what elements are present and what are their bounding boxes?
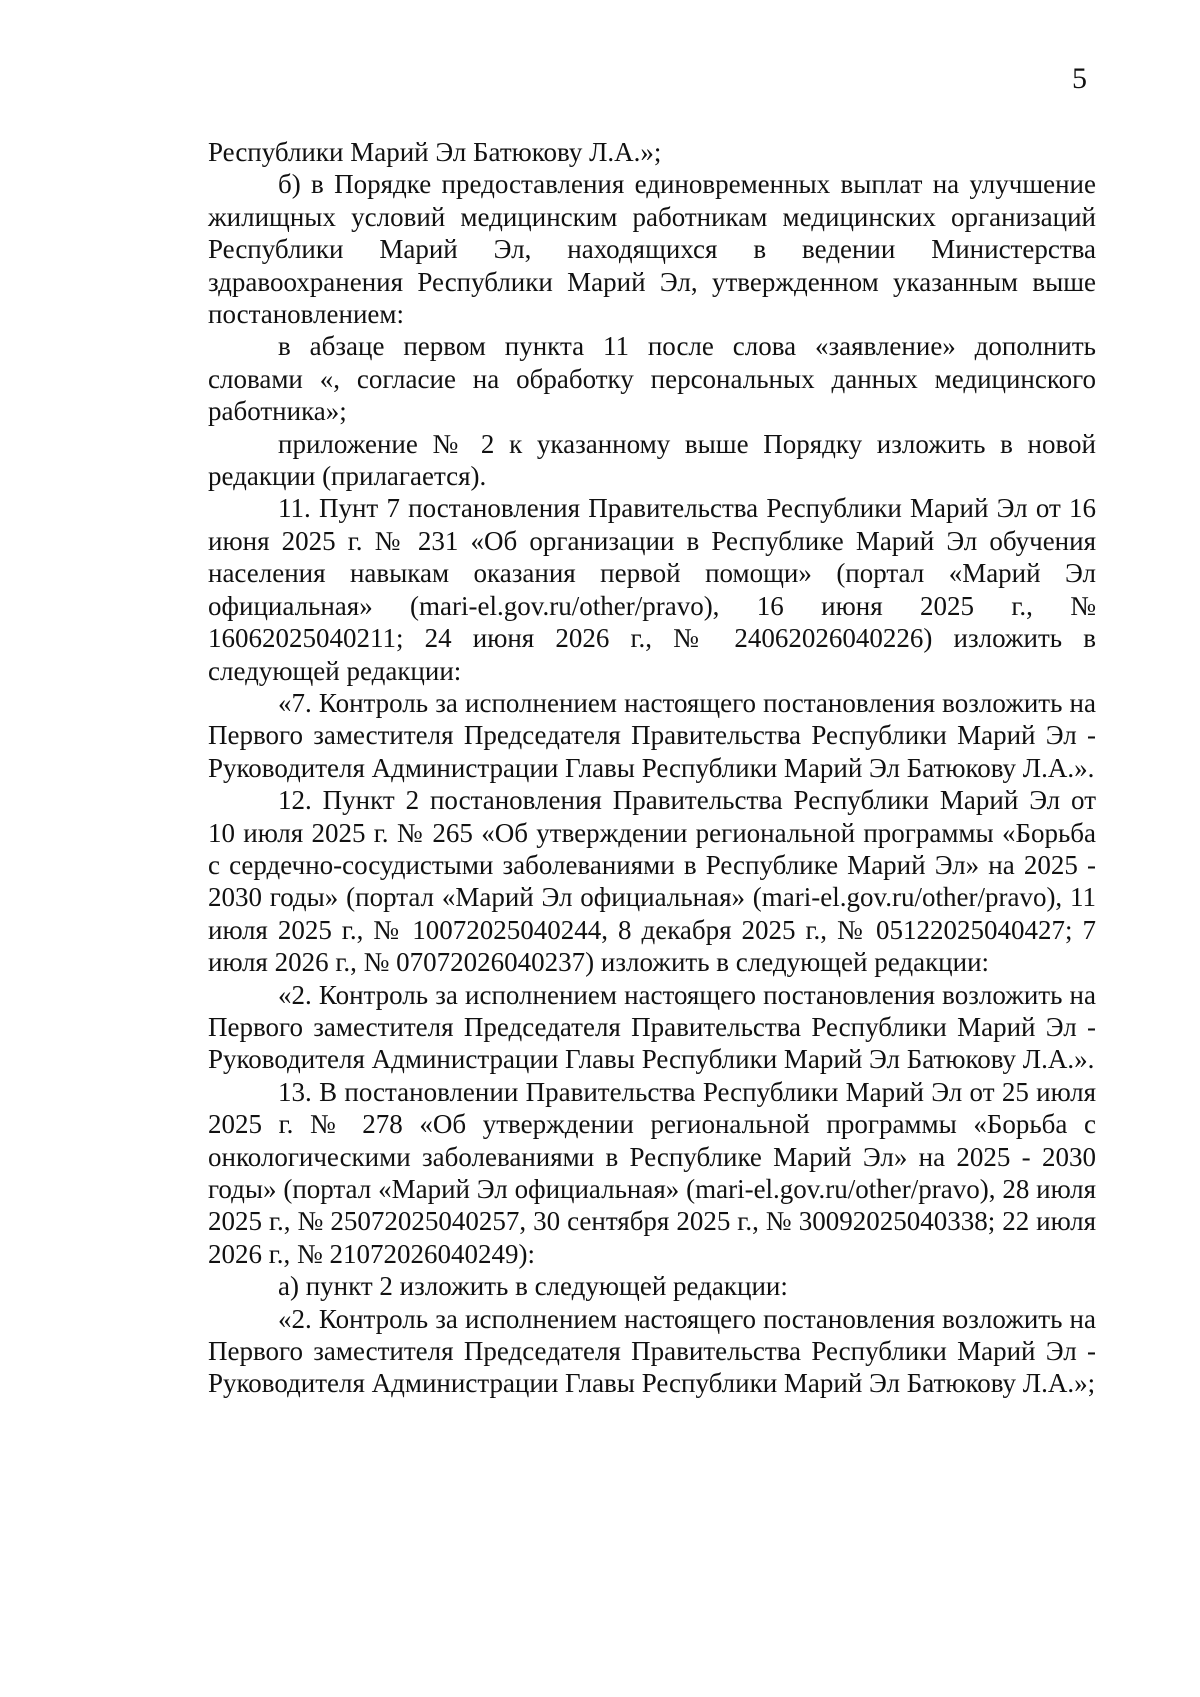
paragraph-item-13-new-text: «2. Контроль за исполнением настоящего постановления возложить на Первого заместителя Председателя Правительства Республики Марий Эл - Руководителя Администрации Главы Республики Марий Эл Батюкову Л.А.»; [208,1303,1096,1399]
paragraph-item-11-new-text: «7. Контроль за исполнением настоящего постановления возложить на Первого заместителя Председателя Правительства Республики Марий Эл - Руководителя Администрации Главы Республики Марий Эл Батюкову Л.А.». [208,687,1096,783]
page-number: 5 [1072,62,1087,95]
paragraph-item-13-subitem-a: а) пункт 2 изложить в следующей редакции: [278,1271,788,1302]
paragraph-continuation: Республики Марий Эл Батюкову Л.А.»; [208,137,662,167]
paragraph-item-11: 11. Пунт 7 постановления Правительства Республики Марий Эл от 16 июня 2025 г. № 231 «Об организации в Республике Марий Эл обучения населения навыкам оказания первой помощи» (портал «Марий Эл официальная» (mari-el.gov.ru/other/pravo), 16 июня 2025 г., № 16062025040211; 24 июня 2026 г., № 24062026040226) изложить в следующей редакции: [208,493,1096,686]
paragraph-item-13: 13. В постановлении Правительства Республики Марий Эл от 25 июля 2025 г. № 278 «Об утверждении региональной программы «Борьба с онкологическими заболеваниями в Республике Марий Эл» на 2025 - 2030 годы» (портал «Марий Эл официальная» (mari-el.gov.ru/other/pravo), 28 июля 2025 г., № 25072025040257, 30 сентября 2025 г., № 30092025040338; 22 июля 2026 г., № 21072026040249): [208,1076,1096,1269]
document-body [208,136,1096,1400]
paragraph-item-12-new-text: «2. Контроль за исполнением настоящего постановления возложить на Первого заместителя Председателя Правительства Республики Марий Эл - Руководителя Администрации Главы Республики Марий Эл Батюкову Л.А.». [208,979,1096,1075]
paragraph-item-12: 12. Пункт 2 постановления Правительства Республики Марий Эл от 10 июля 2025 г. № 265 «Об утверждении региональной программы «Борьба с сердечно-сосудистыми заболеваниями в Республике Марий Эл» на 2025 - 2030 годы» (портал «Марий Эл официальная» (mari-el.gov.ru/other/pravo), 11 июля 2025 г., № 10072025040244, 8 декабря 2025 г., № 05122025040427; 7 июля 2026 г., № 07072026040237) изложить в следующей редакции: [208,785,1096,978]
paragraph-first-abzac-amendment: в абзаце первом пункта 11 после слова «заявление» дополнить словами «, согласие на обработку персональных данных медицинского работника»; [208,331,1096,427]
paragraph-subitem-b: б) в Порядке предоставления единовременных выплат на улучшение жилищных условий медицинским работникам медицинских организаций Республики Марий Эл, находящихся в ведении Министерства здравоохранения Республики Марий Эл, утвержденном указанным выше постановлением: [208,169,1096,330]
paragraph-appendix-2-amendment: приложение № 2 к указанному выше Порядку изложить в новой редакции (прилагается). [208,428,1096,492]
